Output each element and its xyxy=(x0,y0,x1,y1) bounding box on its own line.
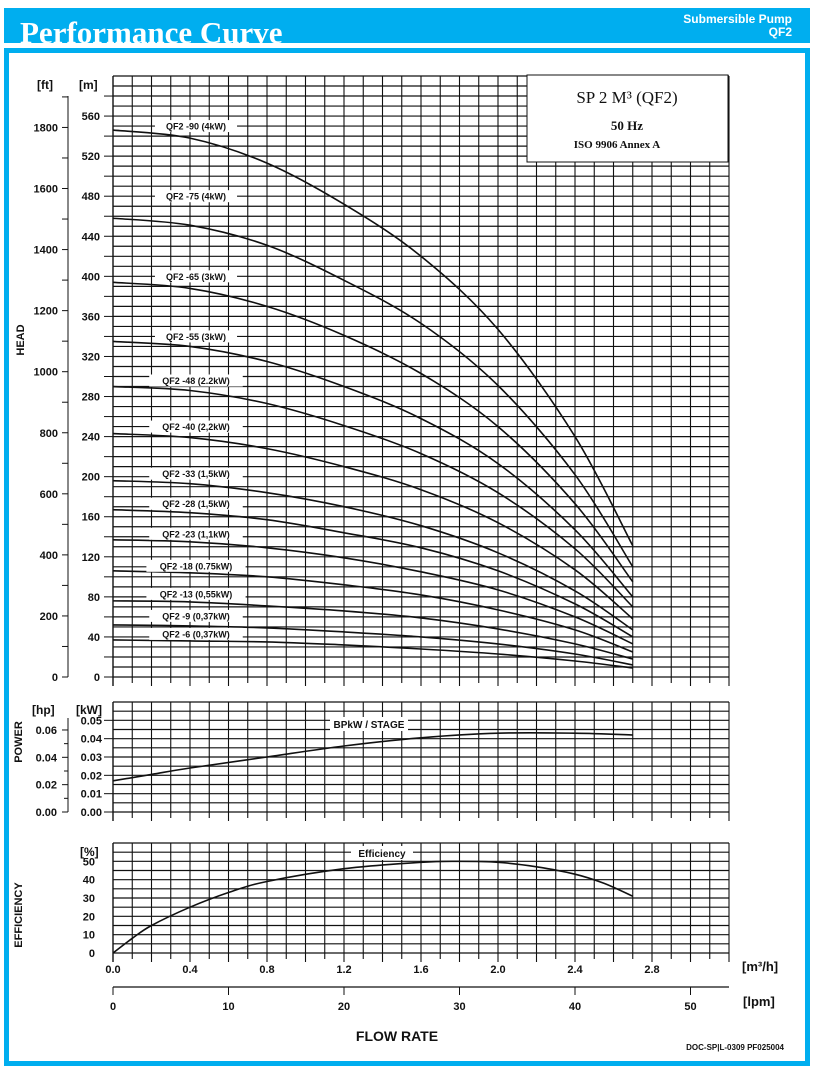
head-tick-label-m: 520 xyxy=(81,151,100,164)
head-tick-label-m: 360 xyxy=(81,311,100,324)
subtitle-line-1: Submersible Pump xyxy=(683,12,792,26)
head-tick-label-ft: 1600 xyxy=(33,183,58,196)
power-tick-label-kw: 0.02 xyxy=(80,770,102,783)
power-tick-label-kw: 0.05 xyxy=(80,715,102,728)
page-title: Performance Curve xyxy=(20,15,283,50)
x-tick-label-lpm: 10 xyxy=(222,1001,235,1013)
curve-label: QF2 -23 (1,1kW) xyxy=(162,529,230,540)
head-tick-label-ft: 800 xyxy=(39,427,58,440)
head-tick-label-m: 280 xyxy=(81,391,100,404)
power-tick-label-kw: 0.04 xyxy=(80,733,102,746)
eff-tick-label: 0 xyxy=(88,948,95,960)
x-unit-lpm: [lpm] xyxy=(743,994,775,1009)
x-tick-label-m3h: 2.0 xyxy=(490,964,506,976)
subtitle-line-2: QF2 xyxy=(768,25,792,39)
x-tick-label-lpm: 0 xyxy=(109,1001,117,1013)
eff-axis-label: EFFICIENCY xyxy=(13,882,25,948)
curve-label: QF2 -6 (0,37kW) xyxy=(162,629,230,640)
head-tick-label-m: 0 xyxy=(93,672,100,684)
head-tick-label-m: 240 xyxy=(81,431,100,444)
curve-label: QF2 -55 (3kW) xyxy=(165,331,227,342)
eff-tick-label: 50 xyxy=(82,856,95,869)
head-tick-label-m: 440 xyxy=(81,231,100,244)
eff-unit: [%] xyxy=(80,845,99,859)
power-tick-label-kw: 0.01 xyxy=(80,788,102,801)
x-tick-label-lpm: 20 xyxy=(337,1001,351,1013)
doc-code: DOC-SP|L-0309 PF025004 xyxy=(686,1043,784,1052)
power-title: BPkW / STAGE xyxy=(333,720,405,731)
power-unit-kw: [kW] xyxy=(76,703,102,717)
curve-label: QF2 -33 (1,5kW) xyxy=(162,469,230,480)
curve-label: QF2 -90 (4kW) xyxy=(165,121,227,132)
head-tick-label-ft: 0 xyxy=(51,672,58,684)
x-axis-label: FLOW RATE xyxy=(355,1028,439,1044)
x-tick-label-lpm: 50 xyxy=(684,1001,697,1013)
power-tick-label-hp: 0.04 xyxy=(35,752,57,765)
head-tick-label-ft: 600 xyxy=(39,488,58,501)
head-tick-label-m: 400 xyxy=(81,271,100,284)
head-unit-m: [m] xyxy=(79,78,98,92)
head-axis-label: HEAD xyxy=(15,324,27,356)
power-tick-label-kw: 0.00 xyxy=(80,807,102,819)
head-tick-label-ft: 1800 xyxy=(33,122,58,135)
curve-label: QF2 -48 (2.2kW) xyxy=(162,376,230,387)
x-tick-label-m3h: 2.8 xyxy=(644,964,660,976)
curve-label: QF2 -65 (3kW) xyxy=(165,271,227,282)
head-tick-label-m: 80 xyxy=(87,591,100,604)
x-tick-label-m3h: 1.6 xyxy=(413,964,429,976)
curve-label: QF2 -13 (0,55kW) xyxy=(159,589,233,600)
eff-tick-label: 40 xyxy=(82,874,95,887)
head-tick-label-ft: 1200 xyxy=(33,305,58,318)
head-tick-label-m: 320 xyxy=(81,351,100,364)
power-tick-label-hp: 0.06 xyxy=(35,724,57,737)
head-tick-label-m: 480 xyxy=(81,191,100,204)
head-tick-label-m: 560 xyxy=(81,111,100,124)
head-tick-label-ft: 200 xyxy=(39,610,58,623)
head-tick-label-ft: 1400 xyxy=(33,244,58,257)
eff-tick-label: 10 xyxy=(82,929,95,942)
x-tick-label-m3h: 0.8 xyxy=(259,964,275,976)
info-box-frequency: 50 Hz xyxy=(610,118,644,133)
head-unit-ft: [ft] xyxy=(37,78,53,92)
power-tick-label-hp: 0.00 xyxy=(35,807,57,819)
x-tick-label-lpm: 40 xyxy=(568,1001,582,1013)
power-axis-label: POWER xyxy=(13,721,25,763)
x-tick-label-m3h: 1.2 xyxy=(336,964,352,976)
power-unit-hp: [hp] xyxy=(32,703,55,717)
curve-label: QF2 -18 (0.75kW) xyxy=(159,561,233,572)
head-tick-label-ft: 400 xyxy=(39,549,58,562)
head-tick-label-m: 120 xyxy=(81,551,100,564)
power-tick-label-kw: 0.03 xyxy=(80,752,102,764)
head-tick-label-ft: 1000 xyxy=(33,366,58,379)
x-tick-label-m3h: 2.4 xyxy=(567,964,583,976)
x-unit-m3h: [m³/h] xyxy=(742,959,779,974)
head-tick-label-m: 40 xyxy=(87,631,100,644)
x-tick-label-m3h: 0.0 xyxy=(105,964,121,976)
head-tick-label-m: 200 xyxy=(81,471,100,484)
x-tick-label-lpm: 30 xyxy=(453,1001,466,1013)
x-tick-label-m3h: 0.4 xyxy=(182,964,198,976)
head-tick-label-m: 160 xyxy=(81,511,100,524)
eff-tick-label: 20 xyxy=(82,911,95,924)
curve-label: QF2 -40 (2,2kW) xyxy=(162,422,230,433)
info-box-model: SP 2 M³ (QF2) xyxy=(576,88,678,107)
info-box-standard: ISO 9906 Annex A xyxy=(573,139,661,151)
power-tick-label-hp: 0.02 xyxy=(35,779,57,792)
eff-tick-label: 30 xyxy=(82,893,95,905)
curve-label: QF2 -75 (4kW) xyxy=(165,191,227,202)
curve-label: QF2 -9 (0,37kW) xyxy=(162,611,230,622)
curve-label: QF2 -28 (1,5kW) xyxy=(162,499,230,510)
head-curve-12 xyxy=(113,640,633,668)
eff-title: Efficiency xyxy=(358,849,406,860)
